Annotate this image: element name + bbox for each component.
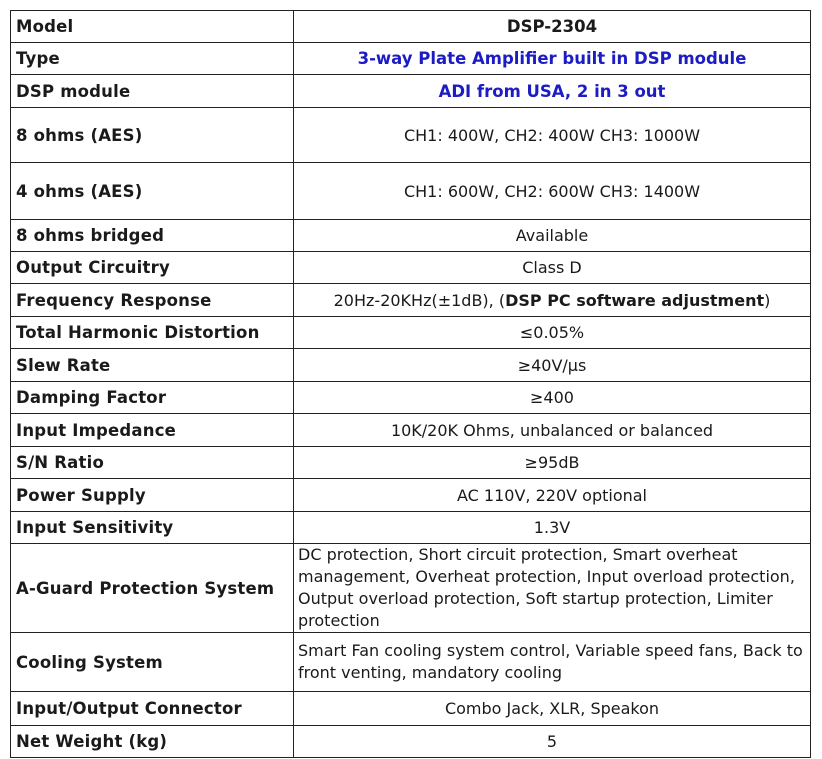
row-label-output-circuitry: Output Circuitry [11,252,294,284]
table-row [11,349,811,382]
table-row [11,414,811,447]
row-value-type: 3-way Plate Amplifier built in DSP module [294,43,811,75]
row-label-slew-rate: Slew Rate [11,349,294,382]
row-label-dsp-module: DSP module [11,75,294,108]
row-value-8-ohms-bridged: Available [294,220,811,252]
row-value-8-ohms: CH1: 400W, CH2: 400W CH3: 1000W [294,108,811,163]
row-value-4-ohms: CH1: 600W, CH2: 600W CH3: 1400W [294,163,811,220]
table-row [11,692,811,726]
table-row [11,163,811,220]
row-value-input-sensitivity: 1.3V [294,512,811,544]
row-value-a-guard: DC protection, Short circuit protection, Smart overheat management, Overheat protection, Input overload protection, Output overload protection, Soft startup protection, Limiter protection [294,544,811,633]
row-value-frequency-response [294,284,811,317]
table-row [11,108,811,163]
row-value-output-circuitry: Class D [294,252,811,284]
row-value-cooling-system: Smart Fan cooling system control, Variable speed fans, Back to front venting, mandatory cooling [294,633,811,692]
table-row [11,447,811,479]
row-label-a-guard: A-Guard Protection System [11,544,294,633]
row-label-sn-ratio: S/N Ratio [11,447,294,479]
row-value-slew-rate: ≥40V/μs [294,349,811,382]
row-label-input-sensitivity: Input Sensitivity [11,512,294,544]
row-label-input-impedance: Input Impedance [11,414,294,447]
spec-table [10,10,811,758]
table-row [11,75,811,108]
row-value-power-supply: AC 110V, 220V optional [294,479,811,512]
table-row [11,512,811,544]
table-row [11,382,811,414]
table-row [11,317,811,349]
table-row [11,43,811,75]
row-value-sn-ratio: ≥95dB [294,447,811,479]
row-value-model: DSP-2304 [294,11,811,43]
row-value-connector: Combo Jack, XLR, Speakon [294,692,811,726]
row-value-net-weight: 5 [294,726,811,758]
row-label-8-ohms-bridged: 8 ohms bridged [11,220,294,252]
row-label-model: Model [11,11,294,43]
row-label-cooling-system: Cooling System [11,633,294,692]
table-row [11,284,811,317]
row-value-damping-factor: ≥400 [294,382,811,414]
row-label-power-supply: Power Supply [11,479,294,512]
table-row [11,479,811,512]
table-row [11,544,811,633]
row-value-dsp-module: ADI from USA, 2 in 3 out [294,75,811,108]
table-row [11,633,811,692]
freq-prefix: 20Hz-20KHz(±1dB), ( [333,290,506,310]
row-label-4-ohms: 4 ohms (AES) [11,163,294,220]
freq-bold: DSP PC software adjustment [505,290,765,310]
row-value-thd: ≤0.05% [294,317,811,349]
table-row [11,726,811,758]
table-row [11,220,811,252]
row-label-net-weight: Net Weight (kg) [11,726,294,758]
row-label-type: Type [11,43,294,75]
row-label-thd: Total Harmonic Distortion [11,317,294,349]
freq-suffix: ) [764,290,771,310]
row-value-input-impedance: 10K/20K Ohms, unbalanced or balanced [294,414,811,447]
row-label-connector: Input/Output Connector [11,692,294,726]
row-label-frequency-response: Frequency Response [11,284,294,317]
row-label-damping-factor: Damping Factor [11,382,294,414]
row-label-8-ohms: 8 ohms (AES) [11,108,294,163]
table-row [11,11,811,43]
table-row [11,252,811,284]
